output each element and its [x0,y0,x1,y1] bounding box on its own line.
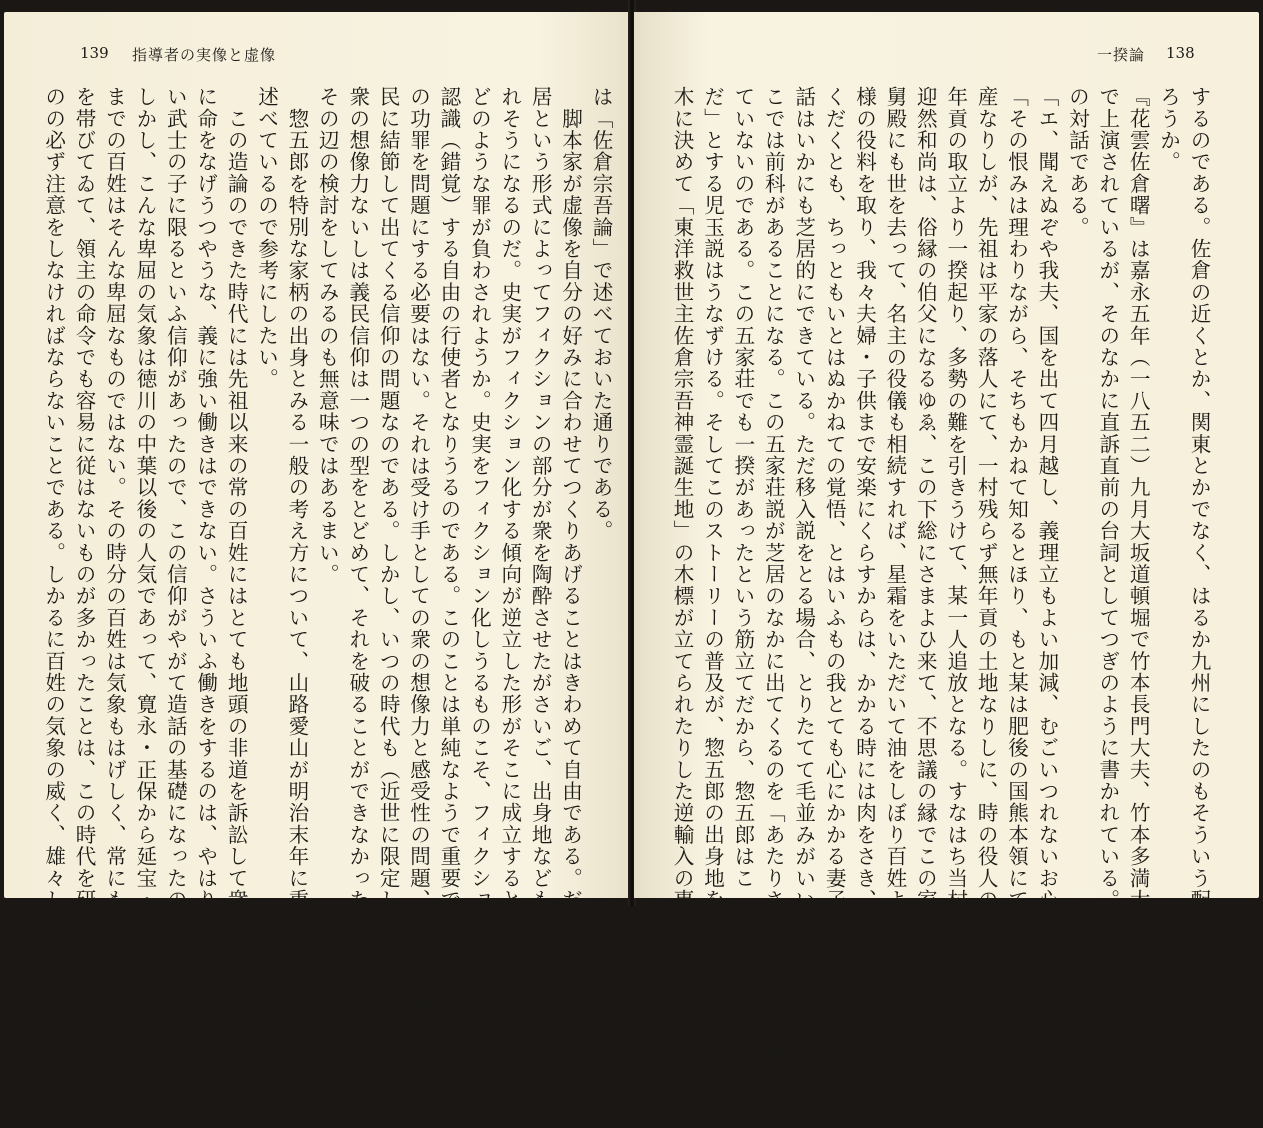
text-line: ていないのである。この五家荘でも一揆があったという筋立てだから、惣五郎はこ [730,86,755,889]
left-page-header [4,44,630,68]
text-line: 衆の想像力ないしは義民信仰は一つの型をとどめて、それを破ることができなかったかどうか、 [345,86,370,1020]
right-page [634,12,1259,1128]
running-head-left: 指導者の実像と虚像 [132,46,277,64]
text-line: 木に決めて「東洋救世主佐倉宗吾神霊誕生地」の木標が立てられたりした逆輸入の事実について [670,86,695,1020]
text-line: の対話である。 [1065,86,1090,238]
left-page-body-text [41,86,616,1041]
text-line: 惣五郎を特別な家柄の出身とみる一般の考え方について、山路愛山が明治末年に重要な見解を [284,86,309,1020]
right-page-header [634,44,1259,68]
text-line: で上演されているが、そのなかに直訴直前の台詞としてつぎのように書かれている。妻と惣五郎 [1095,86,1120,1020]
page-number-left: 139 [80,44,109,62]
text-line: 民に結節して出てくる信仰の問題なのである。しかし、いつの時代も（近世に限定してもよいが） [376,86,401,1041]
text-line: 述べているので参考にしたい。 [254,86,279,390]
text-line: 迎然和尚は、俗縁の伯父になるゆゑ、この下総にさまよひ来て、不思議の縁でこの家へ入聟。 [913,86,938,998]
text-line: の功罪を問題にする必要はない。それは受け手としての衆の想像力と感受性の問題、あるいは義 [406,86,431,1020]
text-line: は「佐倉宗吾論」で述べておいた通りである。 [589,86,613,542]
running-head-right: 一揆論 [1097,46,1146,64]
text-line: れそうになるのだ。史実がフィクション化する傾向が逆立した形がそこに成立するとき、そこに [497,86,522,1020]
text-line: 様の役料を取り、我々夫婦・子供まで安楽にくらすからは、かかる時には肉をさき、骨を粉に [852,86,877,998]
text-line: するのである。佐倉の近くとか、関東とかでなく、はるか九州にしたのもそういう配慮からであ [1187,86,1211,1020]
text-line: を帯びてゐて、領主の命令でも容易に従はないものが多かったことは、この時代を研究するも [72,86,97,998]
left-page [4,12,630,1041]
text-line: しかし、こんな卑屈の気象は徳川の中葉以後の人気であって、寛永・正保から延宝・天和ごろ [132,86,157,998]
text-line: に命をなげうつやうな、義に強い働きはできない。さういふ働きをするのは、やはり素姓の尊 [193,86,218,998]
page-number-right: 138 [1166,44,1195,62]
text-line: 「エ、聞えぬぞや我夫、国を出て四月越し、義理立もよい加減、むごいつれないお心」 [1034,86,1059,933]
text-line: どのような罪が負わされようか。史実をフィクション化しうるものこそ、フィクションを史実と [467,86,492,1020]
text-line: い武士の子に限るといふ信仰があったので、この信仰がやがて造話の基礎になったのである。 [163,86,188,998]
text-line: 『花雲佐倉曙』は嘉永五年（一八五二）九月大坂道頓堀で竹本長門大夫、竹本多満大夫の自作自演 [1126,86,1151,1041]
text-line: ろうか。 [1156,86,1181,173]
text-line: 話はいかにも芝居的にできている。ただ移入説をとる場合、とりたてて毛並みがいいという設定はし [791,86,816,1063]
text-line: くだくとも、ちっともいとはぬかねての覚悟、とはいふもの我とても心にかかる妻子の事」 [822,86,847,976]
text-line: 舅殿にも世を去って、名主の役儀も相続すれば、星霜をいただいて油をしぼり百姓より給金同 [882,86,907,998]
text-line: 認識（錯覚）する自由の行使者となりうるのである。このことは単純なようで重要である。脚本家 [436,86,461,1041]
right-page-body-text [648,86,1214,1128]
text-line: だ」とする児玉説はうなずける。そしてこのストーリーの普及が、惣五郎の出身地を五家荘の葉 [700,86,725,1020]
text-line: こでは前科があることになる。この五家荘説が芝居のなかに出てくるのを「あたりさわりの少ない地を選ん [761,86,786,1128]
text-line: 年貢の取立より一揆起り、多勢の難を引きうけて、某一人追放となる。すなはち当村仏頂寺の [943,86,968,998]
text-line: のの必ず注意をしなければならないことである。しかるに百姓の気象の威く、雄々しかったそ [41,86,66,998]
text-line: 脚本家が虚像を自分の好みに合わせてつくりあげることはきわめて自由である。だがここで芝 [558,86,583,1020]
text-line: この造論のできた時代には先祖以来の常の百姓にはとても地頭の非道を訴訟して衆人のため [224,86,249,998]
text-line: までの百姓はそんな卑屈なものではない。その時分の百姓は気象もはげしく、常にも一刀 [102,86,127,954]
text-line: 「その恨みは理わりながら、そちもかねて知るとほり、もと某は肥後の国熊本領にて五ヶ庄の [1004,86,1029,998]
text-line: その辺の検討をしてみるのも無意味ではあるまい。 [315,86,340,586]
text-line: 産なりしが、先祖は平家の落人にて、一村残らず無年貢の土地なりしに、時の役人の計ひにて [974,86,999,998]
text-line: 居という形式によってフィクションの部分が衆を陶酔させたがさいご、出身地なども事実ととら [528,86,553,1020]
